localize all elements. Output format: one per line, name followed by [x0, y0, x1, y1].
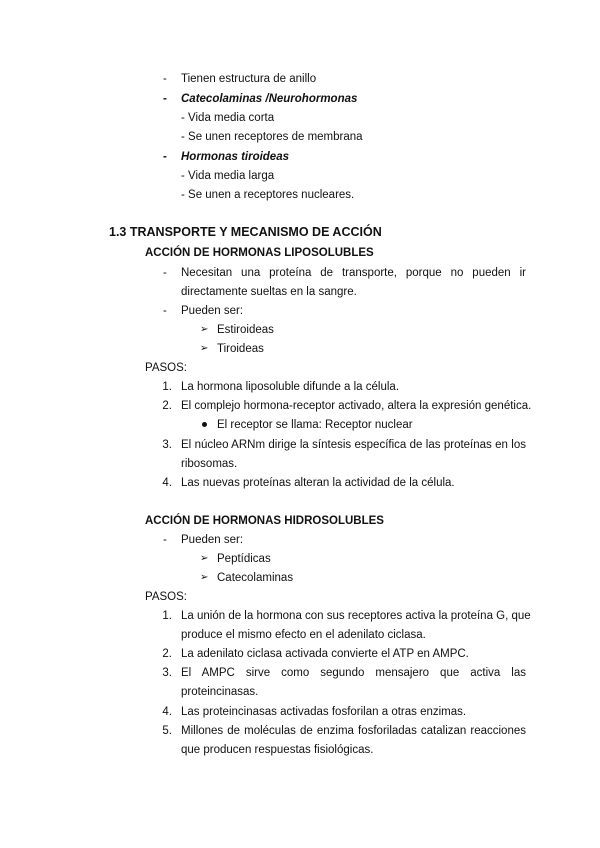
subheading-hormonas-tiroideas: Hormonas tiroideas: [181, 151, 289, 163]
dash-bullet: -: [163, 73, 167, 85]
subheading-catecolaminas: Catecolaminas /Neurohormonas: [181, 93, 358, 105]
list-item: Pueden ser:: [181, 534, 244, 546]
step-number: 3.: [162, 439, 172, 451]
list-item: Tiroideas: [217, 343, 264, 355]
heading-hidrosolubles: ACCIÓN DE HORMONAS HIDROSOLUBLES: [145, 515, 384, 527]
step-item-continuation: ribosomas.: [181, 458, 238, 470]
step-number: 4.: [162, 477, 172, 489]
dash-bullet: -: [163, 534, 167, 546]
pasos-label: PASOS:: [145, 362, 187, 374]
list-item: Tienen estructura de anillo: [181, 73, 317, 85]
list-item: Necesitan una proteína de transporte, porque no pueden ir: [181, 267, 526, 279]
step-item: Las proteincinasas activadas fosforilan a otras enzimas.: [181, 706, 467, 718]
arrow-bullet-icon: ➢: [200, 553, 209, 564]
step-item-continuation: proteincinasas.: [181, 686, 259, 698]
list-item: - Se unen a receptores nucleares.: [181, 189, 355, 201]
step-number: 1.: [162, 381, 172, 393]
arrow-bullet-icon: ➢: [200, 324, 209, 335]
dot-bullet-icon: [202, 422, 207, 427]
step-item-continuation: produce el mismo efecto en el adenilato ciclasa.: [181, 629, 426, 641]
step-subitem: El receptor se llama: Receptor nuclear: [217, 419, 413, 431]
step-item-continuation: que producen respuestas fisiológicas.: [181, 744, 374, 756]
step-item: La hormona liposoluble difunde a la célula.: [181, 381, 400, 393]
step-number: 5.: [162, 725, 172, 737]
list-item-continuation: directamente sueltas en la sangre.: [181, 286, 357, 298]
step-item: La unión de la hormona con sus receptores activa la proteína G, que: [181, 610, 531, 622]
dash-bullet: -: [163, 93, 167, 105]
step-item: El AMPC sirve como segundo mensajero que activa las: [181, 667, 526, 679]
list-item: - Vida media larga: [181, 170, 275, 182]
heading-liposolubles: ACCIÓN DE HORMONAS LIPOSOLUBLES: [145, 247, 374, 259]
list-item: - Vida media corta: [181, 112, 275, 124]
list-item: Pueden ser:: [181, 305, 244, 317]
step-item: El núcleo ARNm dirige la síntesis específica de las proteínas en los: [181, 439, 526, 451]
step-item: El complejo hormona-receptor activado, altera la expresión genética.: [181, 400, 532, 412]
step-item: Las nuevas proteínas alteran la actividad de la célula.: [181, 477, 455, 489]
pasos-label: PASOS:: [145, 591, 187, 603]
arrow-bullet-icon: ➢: [200, 343, 209, 354]
dash-bullet: -: [163, 267, 167, 279]
step-number: 2.: [162, 400, 172, 412]
dash-bullet: -: [163, 305, 167, 317]
step-item: La adenilato ciclasa activada convierte el ATP en AMPC.: [181, 648, 469, 660]
arrow-bullet-icon: ➢: [200, 572, 209, 583]
step-item: Millones de moléculas de enzima fosforiladas catalizan reacciones: [181, 725, 526, 737]
step-number: 4.: [162, 706, 172, 718]
step-number: 1.: [162, 610, 172, 622]
list-item: Catecolaminas: [217, 572, 294, 584]
section-title: 1.3 TRANSPORTE Y MECANISMO DE ACCIÓN: [109, 225, 382, 239]
list-item: Peptídicas: [217, 553, 271, 565]
list-item: Estiroideas: [217, 324, 274, 336]
dash-bullet: -: [163, 151, 167, 163]
step-number: 3.: [162, 667, 172, 679]
step-number: 2.: [162, 648, 172, 660]
list-item: - Se unen receptores de membrana: [181, 131, 363, 143]
